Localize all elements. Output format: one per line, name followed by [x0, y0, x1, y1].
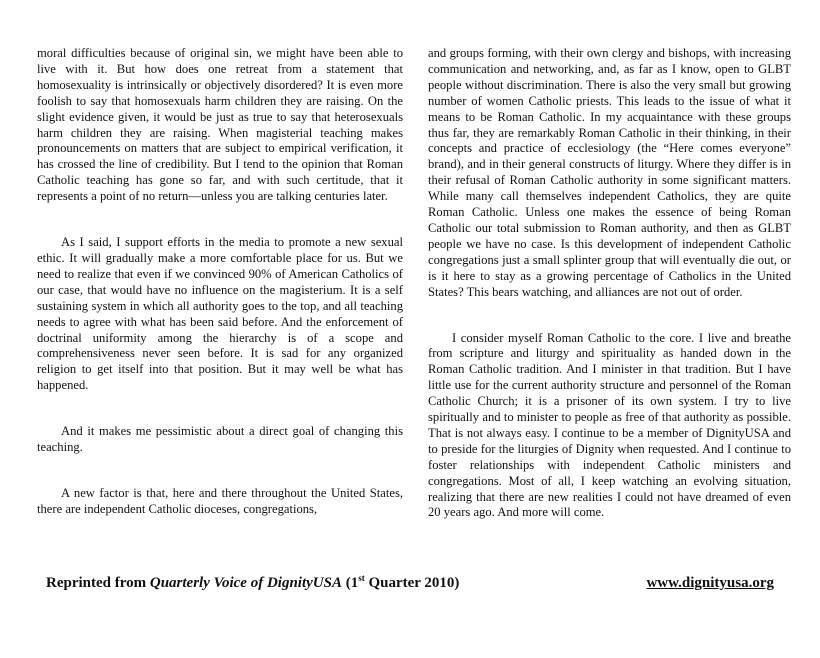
paragraph: As I said, I support efforts in the media to promote a new sexual ethic. It will gradually make a more comfortable place for us. But we need to realize that even if we convinced 90% of American Catholics of our case, that would have no influence on the magisterium. It is a self sustaining system in which all authority goes to the top, and all teaching needs to agree with what has been said before. And the enforcement of doctrinal uniformity among the hierarchy is of a scope and comprehensiveness never seen before. It is sad for any organized religion to get itself into that position. But it may well be what has happened.	[37, 235, 403, 393]
paragraph: And it makes me pessimistic about a direct goal of changing this teaching.	[37, 424, 403, 455]
paragraph: and groups forming, with their own clergy and bishops, with increasing communication and networking, and, as far as I know, open to GLBT people without discrimination. There is also the very small but growing number of women Catholic priests. This leads to the issue of what it means to be Roman Catholic. In my acquaintance with these groups thus far, they are remarkably Roman Catholic in their thinking, in their concepts and practice of ecclesiology (the “Here comes everyone” brand), and in their general constructs of liturgy. Where they differ is in their refusal of Roman Catholic authority in some significant matters. While many call themselves independent Catholics, they are quite Roman Catholic. Unless one makes the essence of being Roman Catholic our total submission to Roman authority, and then as GLBT people we have no case. Is this development of independent Catholic congregations just a small splinter group that will eventually die out, or is it here to stay as a growing percentage of Catholics in the United States? This bears watching, and alliances are not out of order.	[428, 46, 791, 299]
right-column	[428, 46, 791, 521]
edition-open: (1	[341, 575, 359, 591]
paragraph: A new factor is that, here and there throughout the United States, there are independent Catholic dioceses, congregations,	[37, 485, 403, 516]
reprint-credit	[46, 575, 459, 592]
left-column	[37, 46, 403, 518]
publication-title: Quarterly Voice of DignityUSA	[149, 575, 342, 591]
edition-superscript: st	[358, 573, 365, 583]
paragraph: I consider myself Roman Catholic to the core. I live and breathe from scripture and liturgy and spirituality as handed down in the Roman Catholic tradition. And I minister in that tradition. But I have little use for the current authority structure and personnel of the Roman Catholic Church; it is a prisoner of its own system. I try to live spiritually and to minister to people as free of that authority as possible. That is not always easy. I continue to be a member of DignityUSA and to preside for the liturgies of Dignity when requested. And I continue to foster relationships with independent Catholic ministers and congregations. Most of all, I keep watching an evolving situation, realizing that there are new realities I could not have dreamed of even 20 years ago. And more will come.	[428, 330, 791, 520]
edition-close: Quarter 2010)	[364, 575, 460, 591]
footer	[46, 575, 774, 592]
reprint-prefix: Reprinted from	[46, 575, 150, 591]
website-link[interactable]: www.dignityusa.org	[646, 575, 774, 591]
paragraph: moral difficulties because of original sin, we might have been able to live with it. But how does one retreat from a statement that homosexuality is intrinsically or objectively disordered? It is even more foolish to say that homosexuals harm children they are raising. On the slight evidence given, it would be just as true to say that heterosexuals harm children they are raising. When magisterial teaching makes pronouncements on matters that are subject to empirical verification, it has crossed the line of credibility. But I tend to the opinion that Roman Catholic teaching has gone so far, and with such certitude, that it represents a point of no return—unless you are talking centuries later.	[37, 46, 403, 204]
